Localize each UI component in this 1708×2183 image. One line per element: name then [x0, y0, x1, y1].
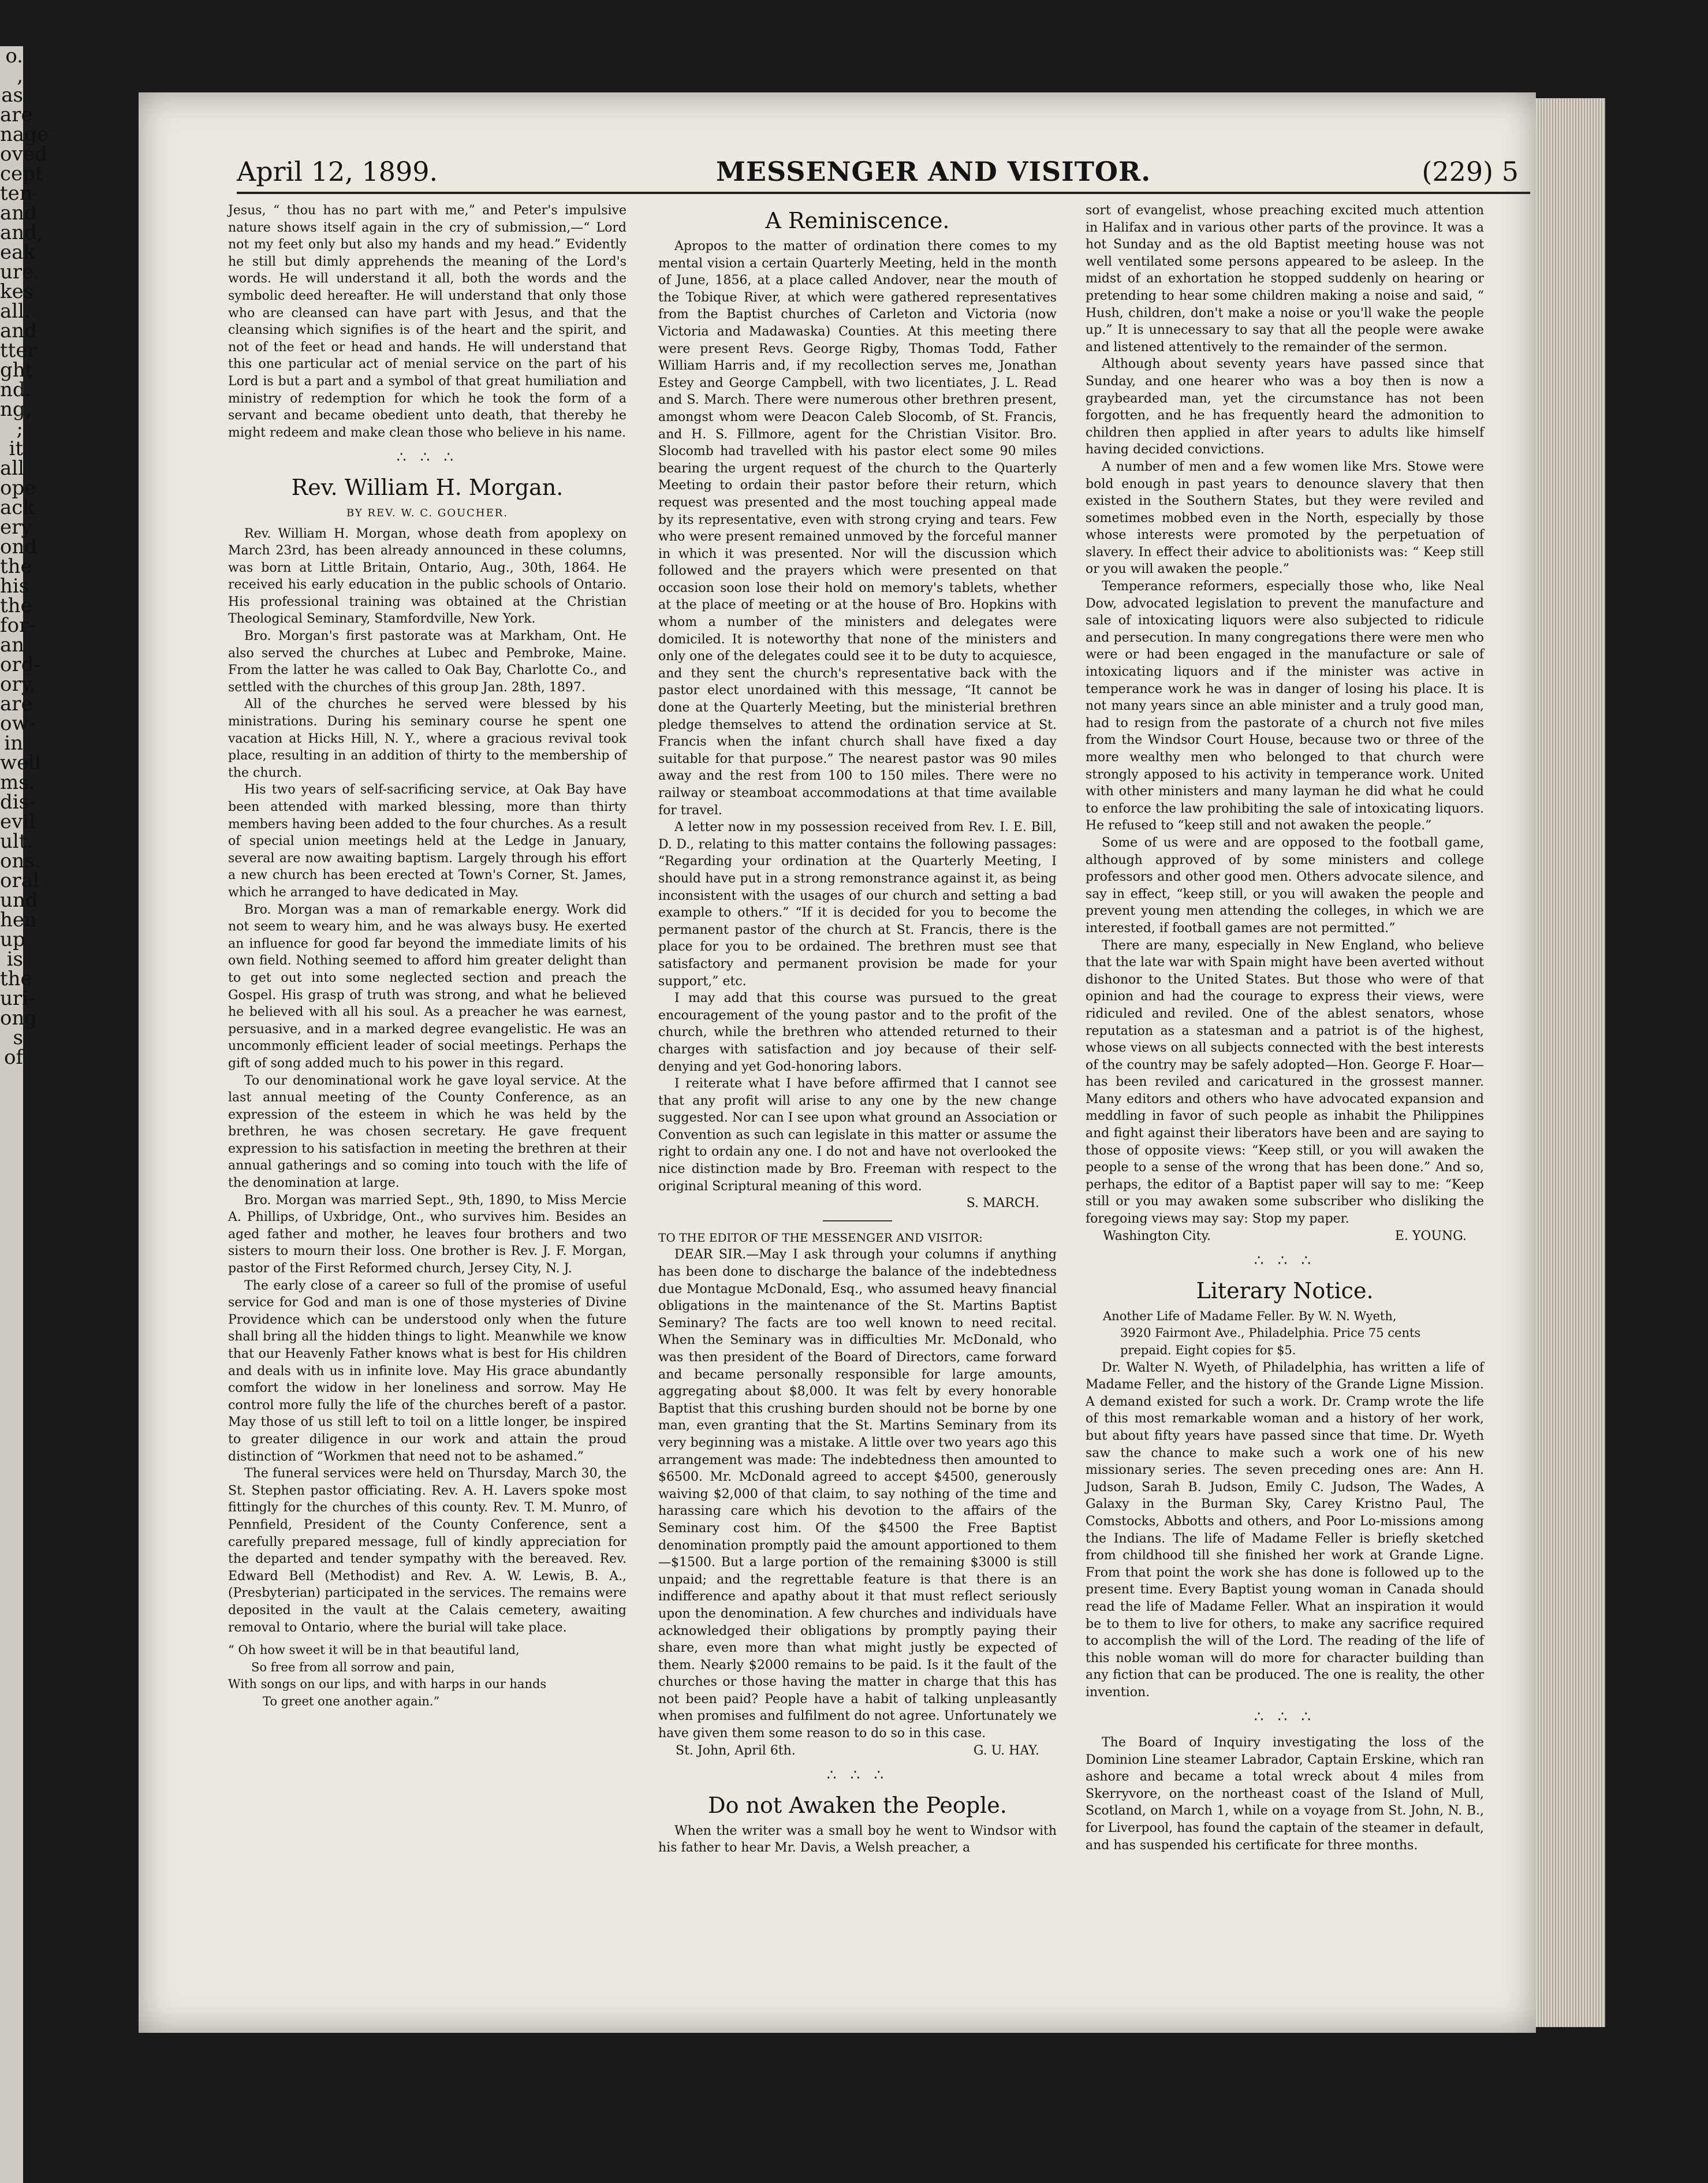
signature-line: [658, 1742, 1057, 1760]
strip-fragment: ng,: [0, 398, 32, 421]
page-stack-edge: [1536, 98, 1605, 2027]
paper-title: MESSENGER AND VISITOR.: [716, 156, 1151, 187]
strip-fragment: nd.: [0, 378, 32, 401]
strip-fragment: ow-: [0, 712, 36, 735]
article-paragraph: Dr. Walter N. Wyeth, of Philadelphia, has written a life of Madame Feller, and the history of the Grande Ligne Mission. A demand existed for such a work. Dr. Cramp wrote the life of this most remarkable woman and a history of her work, but about fifty years have passed since that time. Dr. Wyeth saw the chance to make such a work one of his new missionary series. The seven preceding ones are: Ann H. Judson, Sarah B. Judson, Emily C. Judson, The Wades, A Galaxy in the Burman Sky, Carey Kristno Paul, The Comstocks, Abbotts and others, and Poor Lo-missions among the Indians. The life of Madame Feller is briefly sketched from childhood till she finished her work at Grande Ligne. From that point the work she has done is followed up to the present time. Every Baptist young woman in Canada should read the life of Madame Feller. What an inspiration it would be to them to live for others, to make any sacrifice required to accomplish the will of the Lord. The reading of the life of this noble woman will do more for character building than any fiction that can be produced. The one is reality, the other invention.: [1086, 1360, 1484, 1700]
strip-fragment: ult.: [0, 830, 33, 853]
strip-fragment: ory,: [0, 673, 36, 696]
signature-place: St. John, April 6th.: [676, 1743, 796, 1758]
citation-line: prepaid. Eight copies for $5.: [1120, 1343, 1296, 1357]
newspaper-page: [139, 92, 1536, 2033]
article-paragraph: Some of us were and are opposed to the football game, although approved of by some ministers and college professors and other good men. Others advocate silence, and say in effect, “keep still, or you will awaken the people and prevent young men attending the colleges, in which we are interested, if football games are not permitted.”: [1086, 835, 1484, 936]
strip-fragment: nage: [0, 123, 49, 146]
poem-line: “ Oh how sweet it will be in that beautiful land,: [228, 1643, 520, 1657]
strip-fragment: all: [0, 457, 25, 480]
strip-fragment: ack: [0, 496, 35, 519]
strip-fragment: for-: [0, 614, 35, 637]
article-paragraph: Jesus, “ thou has no part with me,” and Peter's impulsive nature shows itself again in the cry of submission,—“ Lord not my feet only but also my hands and my head.” Evidently he still but dimly apprehends the meaning of the Lord's words. He will understand it all, both the words and the symbolic deed hereafter. He will understand that only those who are cleansed can have part with Jesus, and that the cleansing which signifies is of the heart and the spirit, and not of the feet or head and hands. He will understand that this one particular act of menial service on the part of his Lord is but a part and a symbol of that great humiliation and ministry of redemption for which he took the form of a servant and became obedient unto death, that thereby he might redeem and make clean those who believe in his name.: [228, 203, 626, 440]
strip-fragment: and: [0, 202, 37, 225]
book-citation: [1086, 1308, 1484, 1359]
article-title: A Reminiscence.: [765, 208, 950, 233]
strip-fragment: , as: [1, 64, 23, 107]
strip-fragment: an: [0, 634, 25, 657]
strip-fragment: in: [4, 732, 23, 755]
strip-fragment: cept: [0, 162, 43, 185]
signature-name: G. U. HAY.: [973, 1743, 1039, 1758]
strip-fragment: oved: [0, 143, 47, 166]
article-paragraph: All of the churches he served were blessed by his ministrations. During his seminary course he spent one vacation at Hicks Hill, N. Y., where a gracious revival took place, resulting in an addition of thirty to the membership of the church.: [228, 697, 626, 780]
strip-fragment: ope: [0, 476, 36, 500]
article-paragraph: Temperance reformers, especially those who, like Neal Dow, advocated legislation to prevent the manufacture and sale of intoxicating liquors were also subjected to ridicule and persecution. In many congregations there were men who were or had been engaged in the manufacture or sale of intoxicating liquors and if the minister was active in temperance work he was in danger of losing his place. It is not many years since an able minister and a truly good man, had to resign from the pastorate of a church not five miles from the Windsor Court House, because two or three of the more wealthy men who belonged to that church were strongly apposed to his activity in temperance work. United with other ministers and many layman he did what he could to enforce the law prohibiting the sale of intoxicating liquors. He refused to “keep still and not awaken the people.”: [1086, 579, 1484, 833]
strip-fragment: evil: [0, 810, 36, 833]
strip-fragment: ons.: [0, 850, 41, 873]
article-paragraph: The Board of Inquiry investigating the loss of the Dominion Line steamer Labrador, Captain Erskine, which ran ashore and became a total wreck about 4 miles from Skerryvore, on the northeast coast of the Island of Mull, Scotland, on March 1, while on a voyage from St. John, N. B., for Liverpool, has found the captain of the steamer in default, and has suspended his certificate for three months.: [1086, 1735, 1484, 1853]
issue-date: April 12, 1899.: [237, 156, 438, 187]
strip-fragment: ery: [0, 516, 32, 539]
article-title: Rev. William H. Morgan.: [291, 474, 564, 500]
strip-fragment: s of: [3, 1026, 23, 1069]
section-separator: ∴ ∴ ∴: [1254, 1252, 1316, 1270]
strip-fragment: the: [0, 555, 32, 578]
signature-line: [1086, 1228, 1484, 1245]
strip-fragment: uri-: [0, 987, 35, 1010]
article-title: Literary Notice.: [1196, 1277, 1374, 1303]
article-paragraph: His two years of self-sacrificing service, at Oak Bay have been attended with marked blessing, more than thirty members having been added to the four churches. As a result of special union meetings held at the Ledge in January, several are now awaiting baptism. Largely through his effort a new church has been erected at Town's Corner, St. James, which he arranged to have dedicated in May.: [228, 783, 626, 900]
page-number: (229) 5: [1422, 156, 1519, 187]
article-paragraph: To our denominational work he gave loyal service. At the last annual meeting of the County Conference, as an expression of the esteem in which he was held by the brethren, he was chosen secretary. He gave frequent expression to his satisfaction in meeting the brethren at their annual gatherings and so coming into touch with the life of the denomination at large.: [228, 1073, 626, 1191]
poem-line: To greet one another again.”: [263, 1694, 440, 1708]
article-paragraph: DEAR SIR.—May I ask through your columns if anything has been done to discharge the balance of the indebtedness due Montague McDonald, Esq., who assumed heavy financial obligations in the maintenance of the St. Martins Baptist Seminary? The facts are too well known to need recital. When the Seminary was in difficulties Mr. McDonald, who was then president of the Board of Directors, came forward and became personally responsible for large amounts, aggregating about $8,000. It was felt by every honorable Baptist that this crushing burden should not be borne by one man, even granting that the St. Martins Seminary from its very beginning was a mistake. A little over two years ago this arrangement was made: The indebtedness then amounted to $6500. Mr. McDonald agreed to accept $4500, generously waiving $2,000 of that claim, to say nothing of the time and harassing care which his devotion to the affairs of the Seminary cost him. Of the $4500 the Free Baptist denomination promptly paid the amount apportioned to them—$1500. But a large portion of the remaining $3000 is still unpaid; and the regrettable feature is that there is an indifference and apathy about it that must reflect seriously upon the denomination. A few churches and individuals have acknowledged their obligations by promptly paying their share, even more than what might justly be expected of them. Nearly $2000 remains to be paid. Is it the fault of the churches or those having the matter in charge that this has not been paid? People have a habit of talking unpleasantly when promises and fulfilment do not agree. Unfortunately we have given them some reason to do so in this case.: [658, 1247, 1057, 1741]
closing-poem: [228, 1642, 626, 1710]
strip-fragment: hen: [0, 908, 37, 932]
strip-fragment: well: [0, 751, 41, 774]
signature: S. MARCH.: [966, 1196, 1039, 1211]
strip-fragment: kes: [0, 280, 34, 303]
strip-fragment: o.: [5, 44, 23, 68]
byline: BY REV. W. C. GOUCHER.: [346, 506, 509, 519]
strip-fragment: and,: [0, 221, 43, 244]
strip-fragment: ord-: [0, 653, 40, 676]
strip-fragment: and: [0, 319, 37, 342]
column-1: [228, 202, 626, 2033]
article-paragraph: Bro. Morgan was married Sept., 9th, 1890, to Miss Mercie A. Phillips, of Uxbridge, Ont., who survives him. Besides an aged father and mother, he leaves four brothers and two sisters to mourn their loss. One brother is Rev. J. F. Morgan, pastor of the First Reformed church, Jersey City, N. J.: [228, 1193, 626, 1276]
article-paragraph: The early close of a career so full of the promise of useful service for God and man is one of those mysteries of Divine Providence which can be understood only when the future shall bring all the hidden things to light. Meanwhile we know that our Heavenly Father knows what is best for His children and deals with us in infinite love. May His grace abundantly comfort the widow in her loneliness and sorrow. May He control more fully the life of the churches bereft of a pastor. May those of us still left to toil on a little longer, be inspired to greater diligence in our work and attain the proud distinction of “Workmen that need not to be ashamed.”: [228, 1278, 626, 1464]
strip-fragment: ten-: [0, 182, 39, 205]
article-paragraph: Apropos to the matter of ordination there comes to my mental vision a certain Quarterly Meeting, held in the month of June, 1856, at a place called Andover, near the mouth of the Tobique River, at which were gathered representatives from the Baptist churches of Carleton and Victoria (now Victoria and Madawaska) Counties. At this meeting there were present Revs. George Rigby, Thomas Todd, Father William Harris and, if my recollection serves me, Jonathan Estey and George Campbell, with two licentiates, J. L. Read and S. March. There were numerous other brethren present, amongst whom were Deacon Caleb Slocomb, of St. Francis, and H. S. Fillmore, agent for the Christian Visitor. Bro. Slocomb had travelled with his pastor elect some 90 miles bearing the urgent request of the church to the Quarterly Meeting to ordain their pastor before their return, which request was presented and the most touching appeal made by its representative, even with strong crying and tears. Few who were present remained unmoved by the forceful manner in which it was presented. Nor will the discussion which followed and the prayers which were presented on that occasion soon lose their hold on memory's tablets, whether at the place of meeting or at the house of Bro. Hopkins with whom a number of the ministers and delegates were domiciled. It is noteworthy that none of the ministers and only one of the delegates could see it to be duty to acquiesce, and they sent the church's representative back with the pastor elect unordained with this message, “It cannot be done at the Quarterly Meeting, but the ministerial brethren pledge themselves to attend the ordination service at St. Francis when the infant church shall have fixed a day suitable for that purpose.” The nearest pastor was 90 miles away and the rest from 100 to 150 miles. There were no railway or steamboat accommodations at that time available for travel.: [658, 239, 1057, 818]
article-paragraph: A letter now in my possession received from Rev. I. E. Bill, D. D., relating to this matter contains the following passages: “Regarding your ordination at the Quarterly Meeting, I should have put in a strong remonstrance against it, as being inconsistent with the usages of our church and setting a bad example to others.” “If it is decided for you to become the permanent pastor of the church at St. Francis, there is the place for you to be ordained. The brethren must see that satisfactory and permanent provision be made for your support,” etc.: [658, 820, 1057, 989]
strip-fragment: und: [0, 889, 38, 912]
strip-fragment: up: [0, 928, 25, 951]
article-paragraph: A number of men and a few women like Mrs. Stowe were bold enough in past years to denounce slavery that then existed in the Southern States, but they were reviled and sometimes mobbed even in the North, especially by those whose interests were promoted by the perpetuation of slavery. In effect their advice to abolitionists was: “ Keep still or you will awaken the people.”: [1086, 459, 1484, 577]
strip-fragment: tter: [0, 339, 37, 362]
strip-fragment: his: [0, 575, 29, 598]
strip-fragment: all.: [0, 300, 31, 323]
article-paragraph: I reiterate what I have before affirmed that I cannot see that any profit will arise to any one by the new change suggested. Nor can I see upon what ground an Association or Convention as such can legislate in this matter or assume the right to ordain any one. I do not and have not overlooked the nice distinction made by Bro. Freeman with respect to the original Scriptural meaning of this word.: [658, 1076, 1057, 1194]
article-paragraph: sort of evangelist, whose preaching excited much attention in Halifax and in various other parts of the province. It was a hot Sunday and as the old Baptist meeting house was not well ventilated some persons appeared to be asleep. In the midst of an exhortation he stopped suddenly on hearing or pretending to hear some children making a noise and said, “ Hush, children, don't make a noise or you'll wake the people up.” It is unnecessary to say that all the people were awake and listened attentively to the remainder of the sermon.: [1086, 203, 1484, 355]
article-paragraph: Although about seventy years have passed since that Sunday, and one hearer who was a boy then is now a graybearded man, yet the circumstance has not been forgotten, and he has frequently heard the admonition to children then applied in after years to adults like himself having decided convictions.: [1086, 357, 1484, 457]
masthead: [237, 156, 1542, 202]
adjacent-page-strip: [0, 44, 49, 2183]
strip-fragment: eak: [0, 241, 35, 264]
strip-fragment: is: [6, 948, 23, 971]
section-separator: ∴ ∴ ∴: [826, 1767, 889, 1785]
strip-fragment: ght: [0, 359, 33, 382]
signature-place: Washington City.: [1103, 1228, 1211, 1243]
column-2: [658, 202, 1057, 2033]
column-3: [1086, 202, 1484, 2033]
signature-name: E. YOUNG.: [1394, 1228, 1467, 1243]
strip-fragment: oral: [0, 869, 39, 892]
section-separator: ∴ ∴ ∴: [1254, 1708, 1316, 1726]
citation-line: Another Life of Madame Feller. By W. N. Wyeth,: [1103, 1309, 1397, 1323]
strip-fragment: ond: [0, 535, 38, 558]
strip-fragment: ong: [0, 1007, 38, 1030]
divider: [823, 1220, 892, 1221]
article-title: Do not Awaken the People.: [708, 1792, 1007, 1818]
article-paragraph: Rev. William H. Morgan, whose death from apoplexy on March 23rd, has been already announced in these columns, was born at Little Britain, Ontario, Aug., 30th, 1864. He received his early education in the public schools of Ontario. His professional training was obtained at the Christian Theological Seminary, Stamfordville, New York.: [228, 526, 626, 627]
strip-fragment: dis-: [0, 791, 36, 814]
poem-line: So free from all sorrow and pain,: [251, 1660, 455, 1674]
citation-line: 3920 Fairmont Ave., Philadelphia. Price 75 cents: [1120, 1326, 1421, 1340]
strip-fragment: the: [0, 967, 32, 990]
strip-fragment: ; it: [9, 418, 23, 460]
masthead-rule: [237, 192, 1530, 194]
strip-fragment: are: [0, 103, 33, 126]
poem-line: With songs on our lips, and with harps in our hands: [228, 1677, 547, 1692]
strip-fragment: ms.: [0, 771, 35, 794]
article-paragraph: I may add that this course was pursued to the great encouragement of the young pastor and to the profit of the church, while the brethren who attended returned to their charges with satisfaction and joy because of their self-denying and yet God-honoring labors.: [658, 991, 1057, 1074]
article-paragraph: Bro. Morgan's first pastorate was at Markham, Ont. He also served the churches at Lubec and Pembroke, Maine. From the latter he was called to Oak Bay, Charlotte Co., and settled with the churches of this group Jan. 28th, 1897.: [228, 629, 626, 695]
section-separator: ∴ ∴ ∴: [396, 449, 458, 467]
letter-salutation: TO THE EDITOR OF THE MESSENGER AND VISITOR:: [658, 1230, 983, 1245]
article-paragraph: The funeral services were held on Thursday, March 30, the St. Stephen pastor officiating. Rev. A. H. Lavers spoke most fittingly for the churches of this county. Rev. T. M. Munro, of Pennfield, President of the County Conference, sent a carefully prepared message, full of kindly appreciation for the departed and tender sympathy with the bereaved. Rev. Edward Bell (Methodist) and Rev. A. W. Lewis, B. A., (Presbyterian) participated in the services. The remains were deposited in the vault at the Calais cemetery, awaiting removal to Ontario, where the burial will take place.: [228, 1466, 626, 1635]
strip-fragment: ure.: [0, 260, 40, 284]
strip-fragment: the: [0, 594, 32, 617]
article-paragraph: When the writer was a small boy he went to Windsor with his father to hear Mr. Davis, a Welsh preacher, a: [658, 1823, 1057, 1856]
article-paragraph: Bro. Morgan was a man of remarkable energy. Work did not seem to weary him, and he was always busy. He exerted an influence for good far beyond the immediate limits of his own field. Nothing seemed to afford him greater delight than to get out into some neglected section and preach the Gospel. His grasp of truth was strong, and what he believed he believed with all his soul. As a preacher he was earnest, persuasive, and in a marked degree evangelistic. He was an uncommonly efficient leader of social meetings. Perhaps the gift of song added much to his power in this regard.: [228, 902, 626, 1071]
article-paragraph: There are many, especially in New England, who believe that the late war with Spain might have been averted without dishonor to the United States. But those who were of that opinion and had the courage to express their views, were ridiculed and reviled. One of the ablest senators, whose reputation as a statesman and a patriot is of the highest, whose views on all subjects connected with the best interests of the country may be safely adopted—Hon. George F. Hoar—has been reviled and caricatured in the grossest manner. Many editors and others who have advocated expansion and meddling in favor of such people as inhabit the Philippines and fight against their liberators have been and are saying to those of opposite views: “Keep still, or you will awaken the people to a sense of the wrong that has been done.” And so, perhaps, the editor of a Baptist paper will say to me: “Keep still or you may awaken some subscriber who disliking the foregoing views may say: Stop my paper.: [1086, 938, 1484, 1227]
strip-fragment: are: [0, 692, 33, 716]
